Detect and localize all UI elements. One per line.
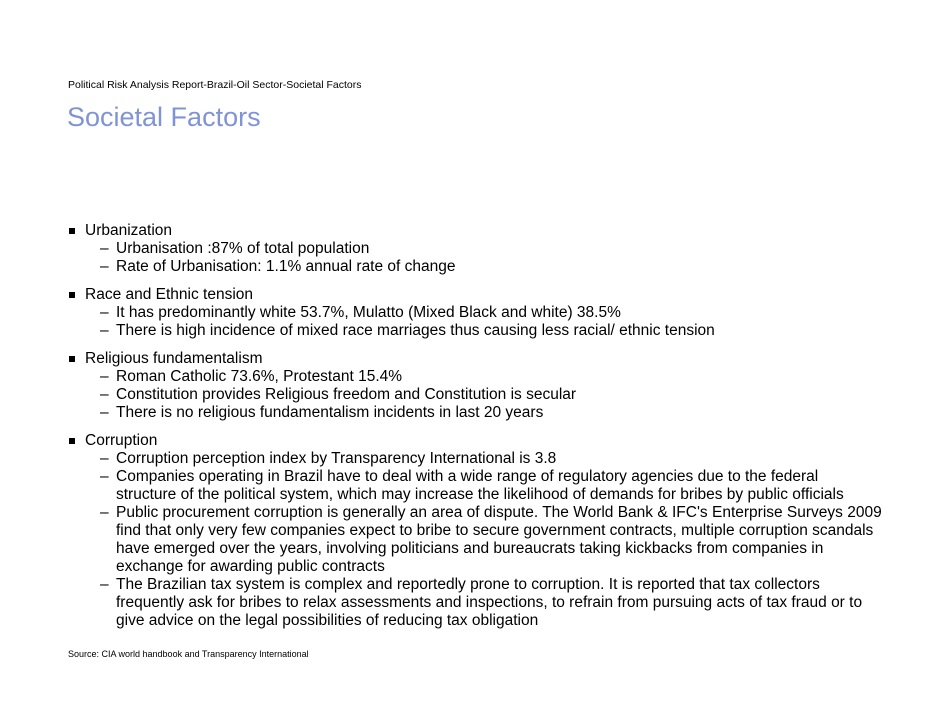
- dash-marker: –: [100, 258, 109, 275]
- sub-item: [0, 240, 942, 258]
- bullet-label: Urbanization: [85, 222, 173, 239]
- dash-marker: –: [100, 240, 109, 257]
- sub-item: [0, 386, 942, 404]
- dash-marker: –: [100, 450, 109, 467]
- square-bullet-icon: [69, 228, 75, 234]
- sub-item: [0, 304, 942, 322]
- bullet-item: [0, 350, 942, 368]
- bullet-group-urbanization: [0, 222, 942, 276]
- sub-item: [0, 576, 942, 630]
- dash-marker: –: [100, 368, 109, 385]
- square-bullet-icon: [69, 356, 75, 362]
- source-footnote: Source: CIA world handbook and Transparency International: [68, 649, 309, 659]
- sub-list: [0, 368, 942, 422]
- square-bullet-icon: [69, 292, 75, 298]
- bullet-label: Corruption: [85, 432, 158, 449]
- sub-item: [0, 468, 942, 504]
- sub-item: [0, 450, 942, 468]
- bullet-item: [0, 222, 942, 240]
- sub-item-text: Roman Catholic 73.6%, Protestant 15.4%: [116, 368, 403, 385]
- bullet-label: Race and Ethnic tension: [85, 286, 254, 303]
- bullet-content: [0, 222, 942, 630]
- bullet-group-religion: [0, 350, 942, 422]
- sub-list: [0, 450, 942, 630]
- sub-item-text: There is no religious fundamentalism incidents in last 20 years: [116, 404, 544, 421]
- bullet-group-race: [0, 286, 942, 340]
- bullet-group-corruption: [0, 432, 942, 630]
- sub-item: [0, 258, 942, 276]
- bullet-item: [0, 286, 942, 304]
- sub-list: [0, 240, 942, 276]
- dash-marker: –: [100, 504, 109, 521]
- sub-item-text: Corruption perception index by Transparency International is 3.8: [116, 450, 557, 467]
- dash-marker: –: [100, 404, 109, 421]
- sub-item-text: The Brazilian tax system is complex and reportedly prone to corruption. It is reported that tax collectors frequently ask for bribes to relax assessments and inspections, to refrain from pursuing acts of tax fraud or to give advice on the legal possibilities of reducing tax obligation: [116, 576, 863, 629]
- sub-item-text: There is high incidence of mixed race marriages thus causing less racial/ ethnic tension: [116, 322, 715, 339]
- dash-marker: –: [100, 468, 109, 485]
- dash-marker: –: [100, 386, 109, 403]
- sub-item-text: Constitution provides Religious freedom and Constitution is secular: [116, 386, 577, 403]
- sub-item: [0, 404, 942, 422]
- sub-item-text: Rate of Urbanisation: 1.1% annual rate of change: [116, 258, 456, 275]
- dash-marker: –: [100, 576, 109, 593]
- sub-item-text: Urbanisation :87% of total population: [116, 240, 370, 257]
- page-title: Societal Factors: [67, 102, 261, 132]
- sub-list: [0, 304, 942, 340]
- bullet-item: [0, 432, 942, 450]
- sub-item: [0, 504, 942, 576]
- bullet-label: Religious fundamentalism: [85, 350, 263, 367]
- sub-item-text: Companies operating in Brazil have to deal with a wide range of regulatory agencies due to the federal structure of the political system, which may increase the likelihood of demands for bribes by public officials: [116, 468, 844, 503]
- report-header: Political Risk Analysis Report-Brazil-Oil Sector-Societal Factors: [68, 79, 362, 91]
- square-bullet-icon: [69, 438, 75, 444]
- sub-item-text: It has predominantly white 53.7%, Mulatto (Mixed Black and white) 38.5%: [116, 304, 621, 321]
- sub-item: [0, 322, 942, 340]
- dash-marker: –: [100, 322, 109, 339]
- dash-marker: –: [100, 304, 109, 321]
- sub-item: [0, 368, 942, 386]
- sub-item-text: Public procurement corruption is generally an area of dispute. The World Bank & IFC's Enterprise Surveys 2009 find that only very few companies expect to bribe to secure government contracts, multiple corruption scandals have emerged over the years, involving politicians and bureaucrats taking kickbacks from companies in exchange for awarding public contracts: [116, 504, 882, 575]
